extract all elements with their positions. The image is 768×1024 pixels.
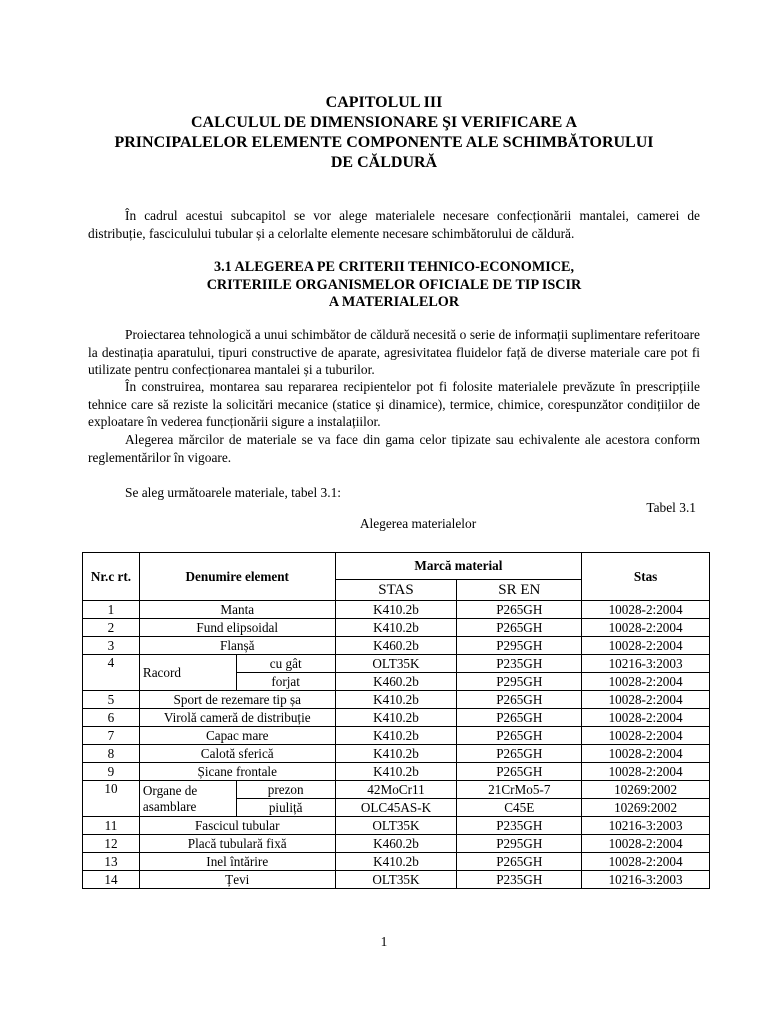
- chapter-title-line-1: CALCULUL DE DIMENSIONARE ŞI VERIFICARE A: [191, 114, 577, 131]
- table-row: [83, 727, 710, 745]
- row-number: 5: [83, 691, 140, 709]
- row-standard: 10028-2:2004: [582, 727, 710, 745]
- table-row: [83, 655, 710, 673]
- row-standard: 10028-2:2004: [582, 763, 710, 781]
- row-sren-grade: P265GH: [457, 691, 582, 709]
- row-number: 3: [83, 637, 140, 655]
- row-sren-grade: P265GH: [457, 709, 582, 727]
- row-stas-grade: K410.2b: [335, 691, 457, 709]
- paragraph-4: Se aleg următoarele materiale, tabel 3.1:: [125, 485, 342, 500]
- row-standard: 10269:2002: [582, 799, 710, 817]
- row-sren-grade: P295GH: [457, 637, 582, 655]
- row-number: 12: [83, 835, 140, 853]
- row-sren-grade: P265GH: [457, 601, 582, 619]
- row-stas-grade: K410.2b: [335, 763, 457, 781]
- row-element-name: Flanșă: [139, 637, 335, 655]
- table-row: [83, 691, 710, 709]
- intro-paragraph: În cadrul acestui subcapitol se vor alege materialele necesare confecționării mantalei, camerei de distribuție, fasciculului tubular și a celorlalte elemente necesare schimbătorului de căldură.: [88, 208, 700, 241]
- table-row: [83, 709, 710, 727]
- row-sren-grade: 21CrMo5-7: [457, 781, 582, 799]
- row-sub-element: forjat: [236, 673, 335, 691]
- row-sub-element: prezon: [236, 781, 335, 799]
- table-row: [83, 601, 710, 619]
- row-standard: 10216-3:2003: [582, 655, 710, 673]
- table-row: [83, 637, 710, 655]
- materials-table-body: [83, 553, 710, 889]
- row-sub-element: piuliță: [236, 799, 335, 817]
- row-sub-element: cu gât: [236, 655, 335, 673]
- row-standard: 10216-3:2003: [582, 817, 710, 835]
- row-standard: 10028-2:2004: [582, 853, 710, 871]
- header-nr: Nr.c rt.: [83, 553, 140, 601]
- row-sren-grade: P265GH: [457, 853, 582, 871]
- row-number: 1: [83, 601, 140, 619]
- row-stas-grade: K410.2b: [335, 745, 457, 763]
- chapter-title-line-3: DE CĂLDURĂ: [330, 154, 438, 171]
- row-element-name: Virolă cameră de distribuție: [139, 709, 335, 727]
- row-stas-grade: K410.2b: [335, 619, 457, 637]
- row-stas-grade: OLT35K: [335, 655, 457, 673]
- row-number: 14: [83, 871, 140, 889]
- row-element-name: Placă tubulară fixă: [139, 835, 335, 853]
- row-stas-grade: 42MoCr11: [335, 781, 457, 799]
- row-element-name: Calotă sferică: [139, 745, 335, 763]
- row-sren-grade: P235GH: [457, 871, 582, 889]
- row-number: 10: [83, 781, 140, 817]
- row-standard: 10028-2:2004: [582, 673, 710, 691]
- row-stas-grade: OLC45AS-K: [335, 799, 457, 817]
- row-element-name: Organe de asamblare: [139, 781, 236, 817]
- section-title-line-1: 3.1 ALEGEREA PE CRITERII TEHNICO-ECONOMICE,: [213, 259, 574, 275]
- row-element-name: Fascicul tubular: [139, 817, 335, 835]
- row-element-name: Manta: [139, 601, 335, 619]
- table-label: Tabel 3.1: [646, 500, 696, 515]
- row-stas-grade: K410.2b: [335, 601, 457, 619]
- row-stas-grade: K460.2b: [335, 637, 457, 655]
- row-sren-grade: P235GH: [457, 655, 582, 673]
- row-element-name: Țevi: [139, 871, 335, 889]
- header-marca: Marcă material: [335, 553, 582, 580]
- row-number: 7: [83, 727, 140, 745]
- row-stas-grade: K460.2b: [335, 673, 457, 691]
- row-sren-grade: P295GH: [457, 835, 582, 853]
- table-row: [83, 871, 710, 889]
- row-standard: 10028-2:2004: [582, 601, 710, 619]
- row-number: 13: [83, 853, 140, 871]
- row-stas-grade: K410.2b: [335, 853, 457, 871]
- row-element-name: Racord: [139, 655, 236, 691]
- row-number: 4: [83, 655, 140, 691]
- chapter-number: CAPITOLUL III: [325, 94, 443, 111]
- table-row: [83, 853, 710, 871]
- table-row: [83, 817, 710, 835]
- row-standard: 10269:2002: [582, 781, 710, 799]
- row-number: 8: [83, 745, 140, 763]
- subheader-stas: STAS: [335, 580, 457, 601]
- row-standard: 10028-2:2004: [582, 709, 710, 727]
- page-number: 1: [380, 934, 388, 949]
- row-number: 9: [83, 763, 140, 781]
- row-standard: 10028-2:2004: [582, 835, 710, 853]
- row-element-name: Șicane frontale: [139, 763, 335, 781]
- row-sren-grade: P265GH: [457, 727, 582, 745]
- row-stas-grade: OLT35K: [335, 817, 457, 835]
- row-sren-grade: P265GH: [457, 619, 582, 637]
- row-stas-grade: K410.2b: [335, 727, 457, 745]
- row-sren-grade: C45E: [457, 799, 582, 817]
- row-stas-grade: K410.2b: [335, 709, 457, 727]
- subheader-sren: SR EN: [457, 580, 582, 601]
- row-sren-grade: P295GH: [457, 673, 582, 691]
- row-number: 11: [83, 817, 140, 835]
- row-standard: 10028-2:2004: [582, 637, 710, 655]
- row-stas-grade: K460.2b: [335, 835, 457, 853]
- row-element-name: Capac mare: [139, 727, 335, 745]
- paragraph-2: În construirea, montarea sau repararea recipientelor pot fi folosite materialele prevăzute în prescripțiile tehnice care să reziste la solicitări mecanice (statice și dinamice), termice, chimice, corespunzător condițiilor de exploatare în vederea funcționării sigure a instalațiilor.: [88, 379, 700, 429]
- row-standard: 10028-2:2004: [582, 745, 710, 763]
- row-element-name: Inel întărire: [139, 853, 335, 871]
- table-row: [83, 835, 710, 853]
- table-row: [83, 619, 710, 637]
- row-sren-grade: P235GH: [457, 817, 582, 835]
- row-element-name: Sport de rezemare tip șa: [139, 691, 335, 709]
- row-number: 2: [83, 619, 140, 637]
- row-stas-grade: OLT35K: [335, 871, 457, 889]
- table-caption: Alegerea materialelor: [359, 516, 477, 531]
- section-title-line-3: A MATERIALELOR: [328, 294, 460, 310]
- table-row: [83, 781, 710, 799]
- paragraph-1: Proiectarea tehnologică a unui schimbător de căldură necesită o serie de informații suplimentare referitoare la destinația aparatului, tipuri constructive de aparate, agresivitatea fluidelor față de diverse materiale care pot fi utilizate pentru confecționarea mantalei și a tuburilor.: [88, 327, 700, 377]
- materials-table: [82, 552, 710, 889]
- section-title-line-2: CRITERIILE ORGANISMELOR OFICIALE DE TIP ISCIR: [206, 277, 582, 293]
- row-number: 6: [83, 709, 140, 727]
- header-denumire: Denumire element: [139, 553, 335, 601]
- table-row: [83, 763, 710, 781]
- table-header-row: [83, 553, 710, 580]
- row-standard: 10028-2:2004: [582, 691, 710, 709]
- row-standard: 10216-3:2003: [582, 871, 710, 889]
- row-element-name: Fund elipsoidal: [139, 619, 335, 637]
- paragraph-3: Alegerea mărcilor de materiale se va face din gama celor tipizate sau echivalente ale acestora conform reglementărilor în vigoare.: [88, 432, 700, 465]
- header-stas: Stas: [582, 553, 710, 601]
- row-sren-grade: P265GH: [457, 763, 582, 781]
- table-row: [83, 745, 710, 763]
- chapter-title-line-2: PRINCIPALELOR ELEMENTE COMPONENTE ALE SCHIMBĂTORULUI: [114, 134, 654, 151]
- row-standard: 10028-2:2004: [582, 619, 710, 637]
- row-sren-grade: P265GH: [457, 745, 582, 763]
